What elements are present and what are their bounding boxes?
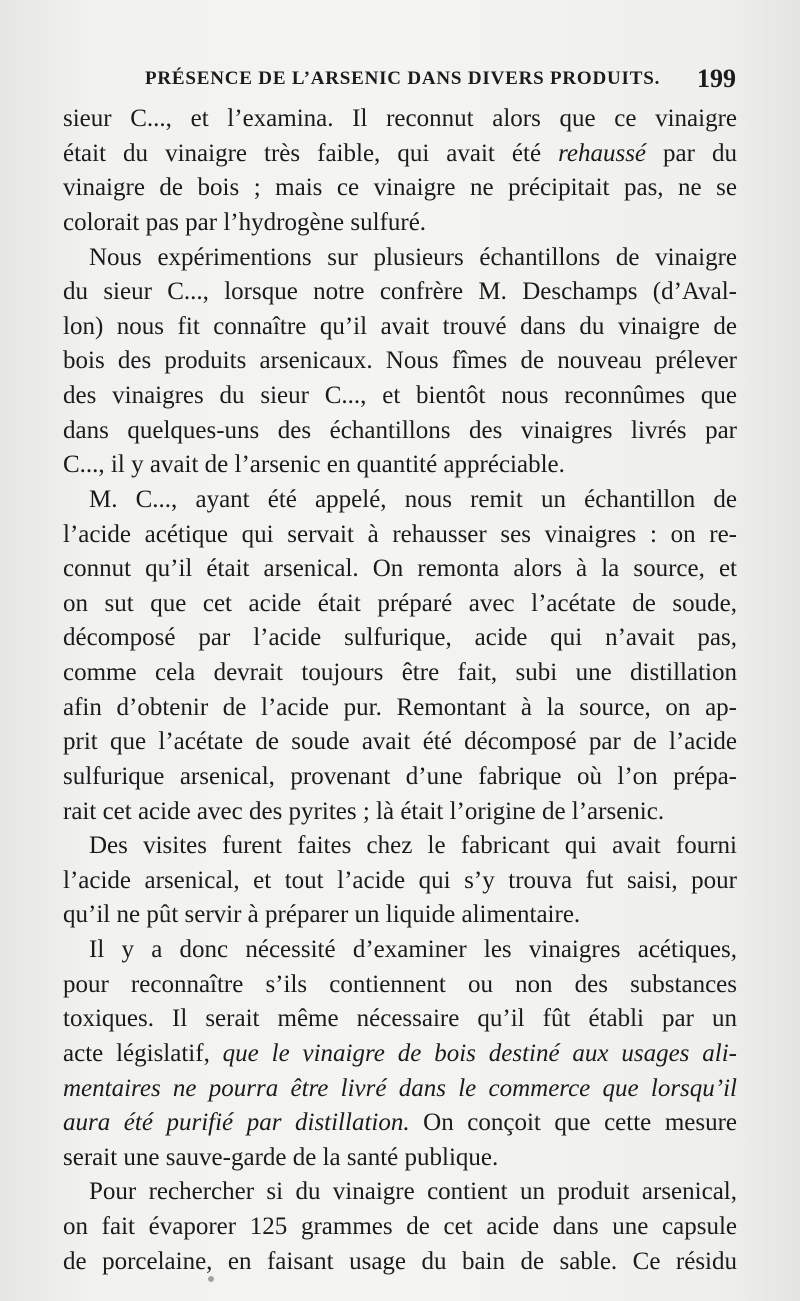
text-line bbox=[63, 518, 737, 553]
text-segment: Nous expérimentions sur plusieurs échantillons de vinaigre bbox=[89, 243, 737, 271]
text-segment: des vinaigres du sieur C..., et bientôt nous reconnûmes que bbox=[63, 382, 737, 409]
text-line bbox=[63, 483, 737, 518]
text-segment: serait une sauve-garde de la santé publique. bbox=[63, 1143, 499, 1171]
text-segment: sulfurique arsenical, provenant d’une fabrique où l’on prépa- bbox=[63, 762, 737, 790]
text-line bbox=[63, 102, 737, 137]
text-line bbox=[63, 864, 737, 899]
text-line bbox=[63, 1141, 737, 1176]
text-line bbox=[63, 310, 737, 345]
text-segment: On conçoit que cette mesure bbox=[409, 1109, 738, 1137]
text-line bbox=[63, 1175, 737, 1210]
text-line bbox=[63, 829, 737, 864]
text-segment: était du vinaigre très faible, qui avait été bbox=[63, 139, 559, 167]
print-speck bbox=[208, 1276, 214, 1282]
text-segment: l’acide arsenical, et tout l’acide qui s’y trouva fut saisi, pour bbox=[63, 866, 737, 894]
text-segment: acte législatif, bbox=[63, 1039, 223, 1067]
text-line bbox=[63, 760, 737, 795]
text-line bbox=[63, 379, 737, 414]
text-segment: l’acide acétique qui servait à rehausser ses vinaigres : on re- bbox=[63, 520, 737, 548]
text-line bbox=[63, 1037, 737, 1072]
text-line bbox=[63, 275, 737, 310]
text-line bbox=[63, 1072, 737, 1107]
text-line bbox=[63, 621, 737, 656]
text-line bbox=[63, 344, 737, 379]
text-segment: on fait évaporer 125 grammes de cet acide dans une capsule bbox=[63, 1213, 737, 1240]
text-line bbox=[63, 1245, 737, 1280]
italic-segment: mentaires ne pourra être livré dans le commerce que lorsqu’il bbox=[63, 1074, 737, 1102]
text-segment: par du bbox=[646, 139, 737, 167]
page-number: 199 bbox=[697, 64, 736, 93]
text-line bbox=[63, 656, 737, 691]
text-line bbox=[63, 171, 737, 206]
text-segment: comme cela devrait toujours être fait, subi une distillation bbox=[63, 659, 737, 686]
text-line bbox=[63, 933, 737, 968]
text-line bbox=[63, 1210, 737, 1245]
text-line bbox=[63, 552, 737, 587]
text-line bbox=[63, 1002, 737, 1037]
text-line bbox=[63, 1106, 737, 1141]
page-header bbox=[128, 64, 740, 98]
text-line bbox=[63, 587, 737, 622]
text-segment: du sieur C..., lorsque notre confrère M. Deschamps (d’Aval- bbox=[63, 278, 737, 306]
text-segment: afin d’obtenir de l’acide pur. Remontant à la source, on ap- bbox=[63, 693, 737, 721]
text-segment: M. C..., ayant été appelé, nous remit un échantillon de bbox=[89, 485, 737, 513]
italic-segment: rehaussé bbox=[558, 139, 647, 167]
text-line bbox=[63, 968, 737, 1003]
italic-segment: aura été purifié par distillation. bbox=[63, 1109, 410, 1137]
body-text bbox=[63, 102, 737, 1279]
text-line bbox=[63, 691, 737, 726]
text-segment: toxiques. Il serait même nécessaire qu’il fût établi par un bbox=[63, 1005, 737, 1033]
text-segment: colorait pas par l’hydrogène sulfuré. bbox=[63, 208, 427, 236]
text-line bbox=[63, 137, 737, 172]
text-line bbox=[63, 241, 737, 276]
text-line bbox=[63, 795, 737, 830]
text-segment: connut qu’il était arsenical. On remonta alors à la source, et bbox=[63, 555, 737, 583]
text-line bbox=[63, 414, 737, 449]
text-segment: vinaigre de bois ; mais ce vinaigre ne précipitait pas, ne se bbox=[63, 174, 737, 202]
text-segment: bois des produits arsenicaux. Nous fîmes de nouveau prélever bbox=[63, 347, 737, 375]
text-segment: rait cet acide avec des pyrites ; là était l’origine de l’arsenic. bbox=[63, 797, 665, 825]
running-title: PRÉSENCE DE L’ARSENIC DANS DIVERS PRODUITS. bbox=[145, 68, 661, 89]
text-segment: Pour rechercher si du vinaigre contient un produit arsenical, bbox=[89, 1178, 737, 1206]
text-segment: C..., il y avait de l’arsenic en quantité appréciable. bbox=[63, 451, 565, 479]
text-segment: sieur C..., et l’examina. Il reconnut alors que ce vinaigre bbox=[63, 105, 737, 132]
text-segment: lon) nous fit connaître qu’il avait trouvé dans du vinaigre de bbox=[63, 312, 737, 340]
text-segment: pour reconnaître s’ils contiennent ou non des substances bbox=[63, 970, 737, 998]
text-segment: qu’il ne pût servir à préparer un liquide alimentaire. bbox=[63, 901, 581, 929]
italic-segment: que le vinaigre de bois destiné aux usages ali- bbox=[222, 1039, 737, 1067]
text-segment: Des visites furent faites chez le fabricant qui avait fourni bbox=[89, 832, 737, 860]
text-segment: décomposé par l’acide sulfurique, acide qui n’avait pas, bbox=[63, 624, 737, 652]
text-segment: de porcelaine, en faisant usage du bain de sable. Ce résidu bbox=[63, 1247, 737, 1275]
text-line bbox=[63, 898, 737, 933]
text-line bbox=[63, 448, 737, 483]
text-line bbox=[63, 725, 737, 760]
text-line bbox=[63, 206, 737, 241]
text-segment: prit que l’acétate de soude avait été décomposé par de l’acide bbox=[63, 728, 737, 756]
text-segment: Il y a donc nécessité d’examiner les vinaigres acétiques, bbox=[89, 936, 737, 963]
text-segment: on sut que cet acide était préparé avec l’acétate de soude, bbox=[63, 589, 737, 617]
text-segment: dans quelques-uns des échantillons des vinaigres livrés par bbox=[63, 416, 737, 444]
